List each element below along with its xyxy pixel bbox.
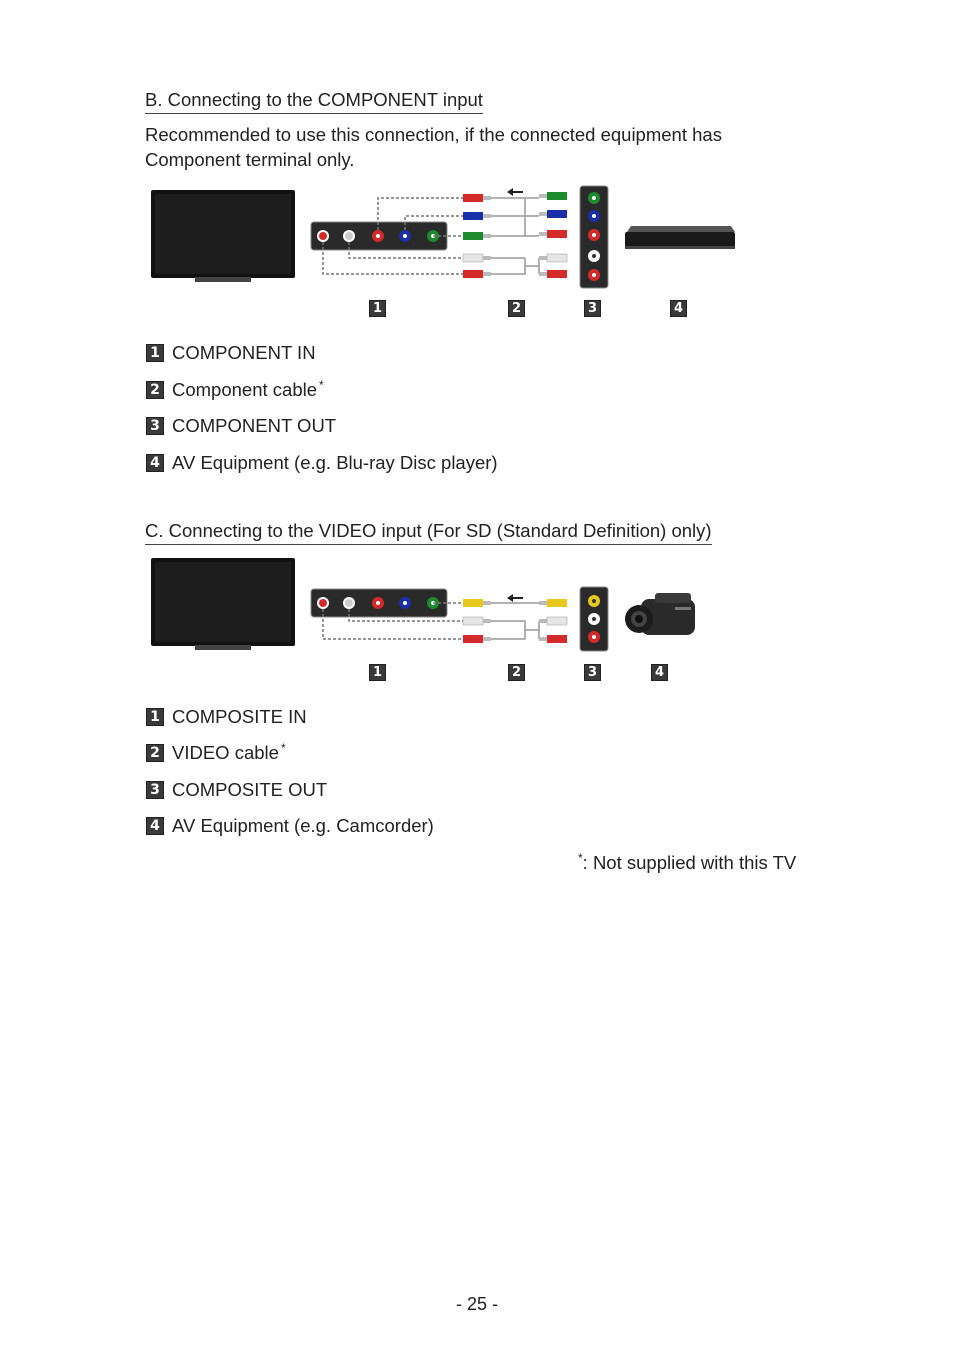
section-b-heading: B. Connecting to the COMPONENT input xyxy=(145,89,483,114)
arrow-left-icon xyxy=(507,594,523,602)
legend-item xyxy=(146,379,324,401)
composite-out-panel xyxy=(580,587,608,651)
legend-text: AV Equipment (e.g. Blu-ray Disc player) xyxy=(172,452,498,474)
tv-composite-in-panel xyxy=(311,589,447,617)
tv-icon xyxy=(151,190,295,282)
diagram-label-3: 3 xyxy=(584,300,601,317)
legend-text: COMPONENT OUT xyxy=(172,415,337,437)
composite-connection-diagram xyxy=(145,555,745,655)
diagram-label-1: 1 xyxy=(369,300,386,317)
arrow-left-icon xyxy=(507,188,523,196)
legend-item xyxy=(146,815,436,837)
number-badge: 1 xyxy=(146,708,164,726)
number-badge: 3 xyxy=(146,417,164,435)
number-badge: 4 xyxy=(146,817,164,835)
section-b-description: Recommended to use this connection, if the connected equipment has Component terminal only. xyxy=(145,124,722,170)
number-badge: 2 xyxy=(146,744,164,762)
legend-text: AV Equipment (e.g. Camcorder) xyxy=(172,815,434,837)
bluray-player-icon xyxy=(625,226,735,249)
diagram-label-2: 2 xyxy=(508,300,525,317)
legend-item xyxy=(146,452,500,474)
number-badge: 4 xyxy=(146,454,164,472)
legend-item xyxy=(146,706,309,728)
component-connection-diagram xyxy=(145,182,745,294)
number-badge: 3 xyxy=(146,781,164,799)
legend-item xyxy=(146,415,338,437)
camcorder-icon xyxy=(625,593,695,635)
diagram-label-3: 3 xyxy=(584,664,601,681)
number-badge: 2 xyxy=(146,381,164,399)
tv-icon xyxy=(151,558,295,650)
legend-text: COMPOSITE IN xyxy=(172,706,307,728)
tv-component-in-panel xyxy=(311,222,447,250)
legend-text: VIDEO cable * xyxy=(172,741,286,764)
section-c-heading: C. Connecting to the VIDEO input (For SD (Standard Definition) only) xyxy=(145,520,712,545)
diagram-label-1: 1 xyxy=(369,664,386,681)
diagram-label-4: 4 xyxy=(670,300,687,317)
page-number: - 25 - xyxy=(455,1294,498,1314)
legend-item xyxy=(146,742,286,764)
diagram-label-4: 4 xyxy=(651,664,668,681)
component-out-panel xyxy=(580,186,608,288)
number-badge: 1 xyxy=(146,344,164,362)
legend-item xyxy=(146,779,329,801)
legend-text: COMPONENT IN xyxy=(172,342,316,364)
footnote: *: Not supplied with this TV xyxy=(578,851,797,874)
legend-item xyxy=(146,342,318,364)
legend-text: COMPOSITE OUT xyxy=(172,779,328,801)
diagram-label-2: 2 xyxy=(508,664,525,681)
legend-text: Component cable * xyxy=(172,378,324,401)
